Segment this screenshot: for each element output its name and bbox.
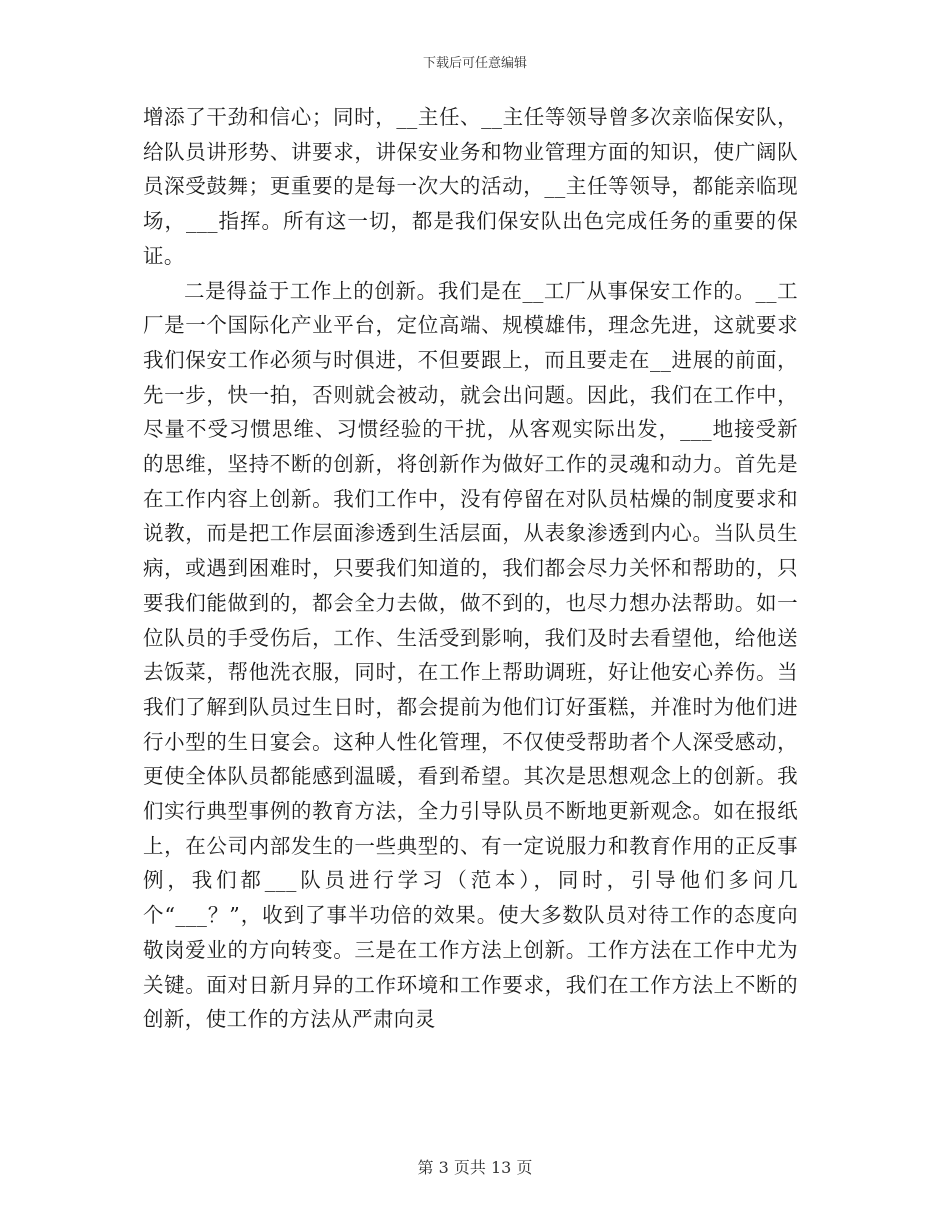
page-header: 下载后可任意编辑 [422, 56, 527, 71]
page-footer: 第 3 页共 13 页 [417, 1158, 533, 1177]
document-body [143, 100, 798, 1037]
paragraph-continuation: 增添了干劲和信心；同时，__主任、__主任等领导曾多次亲临保安队，给队员讲形势、讲要求，讲保安业务和物业管理方面的知识，使广阔队员深受鼓舞；更重要的是每一次大的活动，__主任等领导，都能亲临现场，___指挥。所有这一切，都是我们保安队出色完成任务的重要的保证。 [143, 105, 798, 268]
paragraph-innovation: 二是得益于工作上的创新。我们是在__工厂从事保安工作的。__工厂是一个国际化产业平台，定位高端、规模雄伟，理念先进，这就要求我们保安工作必须与时俱进，不但要跟上，而且要走在__进展的前面，先一步，快一拍，否则就会被动，就会出问题。因此，我们在工作中，尽量不受习惯思维、习惯经验的干扰，从客观实际出发，___地接受新的思维，坚持不断的创新，将创新作为做好工作的灵魂和动力。首先是在工作内容上创新。我们工作中，没有停留在对队员枯燥的制度要求和说教，而是把工作层面渗透到生活层面，从表象渗透到内心。当队员生病，或遇到困难时，只要我们知道的，我们都会尽力关怀和帮助的，只要我们能做到的，都会全力去做，做不到的，也尽力想办法帮助。如一位队员的手受伤后，工作、生活受到影响，我们及时去看望他，给他送去饭菜，帮他洗衣服，同时，在工作上帮助调班，好让他安心养伤。当我们了解到队员过生日时，都会提前为他们订好蛋糕，并准时为他们进行小型的生日宴会。这种人性化管理，不仅使受帮助者个人深受感动，更使全体队员都能感到温暖，看到希望。其次是思想观念上的创新。我们实行典型事例的教育方法，全力引导队员不断地更新观念。如在报纸上，在公司内部发生的一些典型的、有一定说服力和教育作用的正反事例，我们都___队员进行学习（范本），同时，引导他们多问几个“___？”，收到了事半功倍的效果。使大多数队员对待工作的态度向敬岗爱业的方向转变。三是在工作方法上创新。工作方法在工作中尤为关键。面对日新月异的工作环境和工作要求，我们在工作方法上不断的创新，使工作的方法从严肃向灵 [143, 278, 798, 1032]
